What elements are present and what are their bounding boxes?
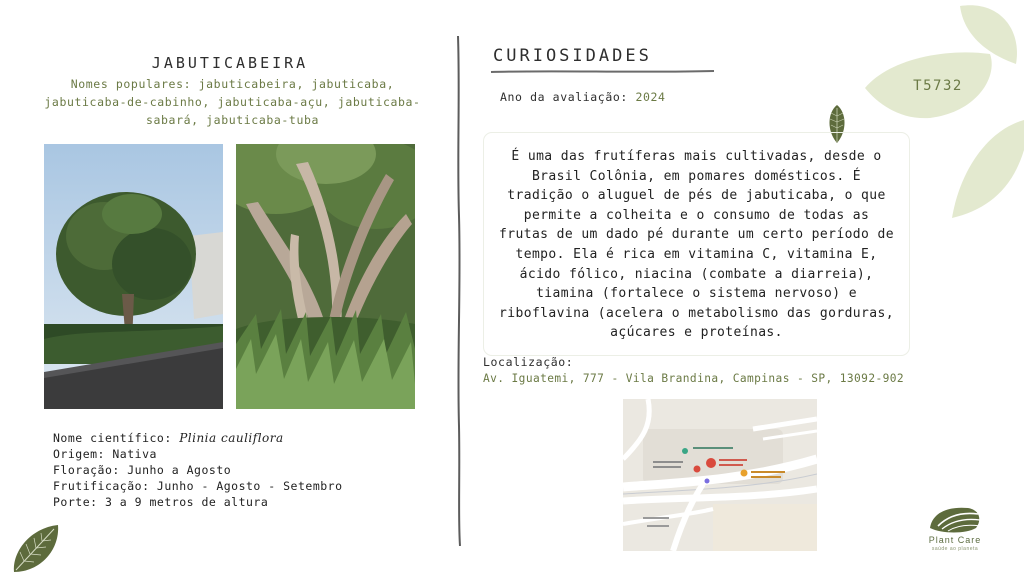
origin-row: Origem: Nativa <box>53 447 157 461</box>
location-address: Av. Iguatemi, 777 - Vila Brandina, Campinas - SP, 13092-902 <box>483 372 904 385</box>
location-map[interactable] <box>623 399 817 551</box>
plant-care-logo-icon <box>928 504 982 534</box>
popular-names: Nomes populares: jabuticabeira, jabuticaba, jabuticaba-de-cabinho, jabuticaba-açu, jabuticaba-sabará, jabuticaba-tuba <box>44 77 421 127</box>
scientific-label: Nome científico: <box>53 431 180 445</box>
fruiting-row: Frutificação: Junho - Agosto - Setembro <box>53 479 343 493</box>
year-value: 2024 <box>635 90 666 104</box>
scientific-name: Plinia cauliflora <box>179 431 284 445</box>
plant-photo-tree <box>44 144 223 409</box>
location-label: Localização: <box>483 355 574 369</box>
title-underline <box>490 68 715 76</box>
curiosity-text: É uma das frutíferas mais cultivadas, desde o Brasil Colônia, em pomares domésticos. É tradição o aluguel de pés de jabuticaba, o que permite a colheita e o consumo de todas as frutas de um dado pé durante um certo período de tempo. Ela é rica em vitamina C, vitamina E, ácido fólico, niacina (combate a diarreia), tiamina (fortalece o sistema nervoso) e riboflavina (acelera o metabolismo das gorduras, açúcares e proteínas. <box>499 149 894 341</box>
flowering-row: Floração: Junho a Agosto <box>53 463 232 477</box>
plant-photo-trunk <box>236 144 415 409</box>
curiosities-title: CURIOSIDADES <box>493 46 652 66</box>
scientific-name-row <box>53 430 343 446</box>
leaf-icon <box>8 522 60 576</box>
evaluation-year <box>500 90 666 104</box>
plant-title: JABUTICABEIRA <box>151 54 309 72</box>
plant-facts <box>53 430 343 510</box>
plant-code: T5732 <box>913 78 963 94</box>
year-label: Ano da avaliação: <box>500 90 636 104</box>
brand-name: Plant Care <box>928 535 982 545</box>
column-divider <box>454 36 464 546</box>
size-row: Porte: 3 a 9 metros de altura <box>53 495 269 509</box>
brand-tagline: saúde ao planeta <box>931 546 979 552</box>
